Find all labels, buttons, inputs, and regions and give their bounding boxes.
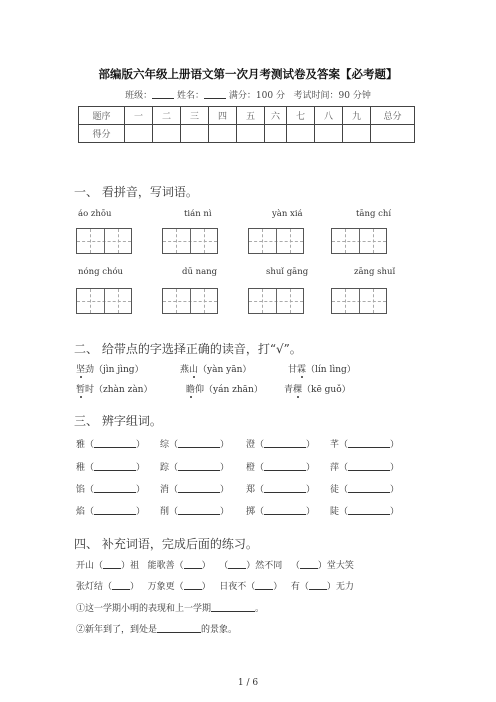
- writing-box[interactable]: [248, 288, 304, 314]
- name-label: 姓名：: [177, 91, 205, 101]
- pinyin-label: dū nang: [182, 267, 218, 277]
- writing-box[interactable]: [162, 228, 218, 254]
- answer-blank[interactable]: [300, 559, 318, 569]
- answer-blank[interactable]: [309, 580, 327, 590]
- answer-blank[interactable]: [348, 438, 390, 448]
- answer-blank[interactable]: [94, 483, 136, 493]
- score-header-cell: 五: [237, 107, 265, 125]
- full-score: 满分：100 分: [228, 91, 285, 101]
- writing-box[interactable]: [76, 228, 132, 254]
- answer-blank[interactable]: [178, 438, 220, 448]
- score-cell[interactable]: [237, 125, 265, 143]
- reading-item: 燕山（yàn yān）: [180, 365, 252, 375]
- answer-blank[interactable]: [264, 483, 306, 493]
- score-header-cell: 一: [125, 107, 153, 125]
- pinyin-label: yàn xiá: [272, 209, 303, 219]
- answer-blank[interactable]: [112, 580, 130, 590]
- score-header-cell: 总分: [371, 107, 415, 125]
- answer-blank[interactable]: [103, 559, 121, 569]
- score-cell[interactable]: [125, 125, 153, 143]
- reading-item: 甘霖（lín lìng）: [288, 365, 356, 375]
- question-1: ①这一学期小明的表现和上一学期 。: [76, 604, 265, 614]
- score-row-label: 得分: [79, 125, 125, 143]
- score-cell[interactable]: [265, 125, 287, 143]
- pinyin-label: áo zhōu: [78, 209, 112, 219]
- pinyin-label: tián nì: [184, 209, 212, 219]
- answer-blank[interactable]: [178, 483, 220, 493]
- score-header-cell: 九: [343, 107, 371, 125]
- reading-item: 坚劲（jìn jìng）: [76, 365, 144, 375]
- score-header-cell: 二: [153, 107, 181, 125]
- writing-box[interactable]: [331, 228, 387, 254]
- class-blank[interactable]: [152, 89, 174, 99]
- score-header-cell: 题序: [79, 107, 125, 125]
- exam-time: 考试时间：90 分钟: [293, 91, 371, 101]
- score-header-cell: 八: [315, 107, 343, 125]
- score-cell[interactable]: [315, 125, 343, 143]
- pinyin-label: nóng chóu: [78, 267, 124, 277]
- reading-item: 瞻仰（yán zhān）: [186, 385, 263, 395]
- exam-info: [0, 88, 496, 101]
- writing-box[interactable]: [162, 288, 218, 314]
- answer-blank[interactable]: [157, 623, 201, 633]
- answer-blank[interactable]: [178, 461, 220, 471]
- pinyin-label: zāng shuǐ: [354, 267, 396, 277]
- page-title: 部编版六年级上册语文第一次月考测试卷及答案【必考题】: [98, 67, 398, 81]
- answer-blank[interactable]: [348, 461, 390, 471]
- section-2-heading: 二、 给带点的字选择正确的读音，打“√”。: [74, 342, 302, 356]
- answer-blank[interactable]: [348, 505, 390, 515]
- answer-blank[interactable]: [178, 505, 220, 515]
- reading-item: 青稞（kē guǒ）: [284, 385, 351, 395]
- writing-box[interactable]: [76, 288, 132, 314]
- score-cell[interactable]: [153, 125, 181, 143]
- pinyin-label: shuǐ gāng: [266, 267, 309, 277]
- score-cell[interactable]: [371, 125, 415, 143]
- answer-blank[interactable]: [348, 483, 390, 493]
- section-1-heading: 一、 看拼音，写词语。: [74, 185, 198, 199]
- answer-blank[interactable]: [264, 461, 306, 471]
- score-table-score-row: [79, 125, 415, 143]
- idiom-line: 开山（ ）祖 能歌善（ ） （ ）然不同 （ ）堂大笑: [76, 561, 354, 571]
- answer-blank[interactable]: [264, 505, 306, 515]
- answer-blank[interactable]: [228, 559, 246, 569]
- score-table: [78, 106, 415, 143]
- answer-blank[interactable]: [255, 580, 273, 590]
- idiom-line: 张灯结（ ） 万象更（ ） 日夜不（ ） 有（ ）无力: [76, 582, 354, 592]
- answer-blank[interactable]: [184, 580, 202, 590]
- answer-blank[interactable]: [94, 461, 136, 471]
- score-table-header-row: [79, 107, 415, 125]
- page-number: 1 / 6: [237, 678, 259, 688]
- score-cell[interactable]: [181, 125, 209, 143]
- score-header-cell: 六: [265, 107, 287, 125]
- name-blank[interactable]: [204, 89, 226, 99]
- writing-box[interactable]: [248, 228, 304, 254]
- section-3-heading: 三、 辨字组词。: [74, 414, 162, 428]
- section-4-heading: 四、 补充词语，完成后面的练习。: [74, 537, 258, 551]
- answer-blank[interactable]: [211, 602, 255, 612]
- writing-box[interactable]: [331, 288, 387, 314]
- answer-blank[interactable]: [94, 505, 136, 515]
- answer-blank[interactable]: [264, 438, 306, 448]
- answer-blank[interactable]: [94, 438, 136, 448]
- score-cell[interactable]: [343, 125, 371, 143]
- pinyin-label: tāng chí: [356, 209, 392, 219]
- score-header-cell: 三: [181, 107, 209, 125]
- score-header-cell: 七: [287, 107, 315, 125]
- score-cell[interactable]: [287, 125, 315, 143]
- score-cell[interactable]: [209, 125, 237, 143]
- reading-item: 暂时（zhàn zàn）: [76, 385, 153, 395]
- class-label: 班级：: [125, 91, 153, 101]
- answer-blank[interactable]: [184, 559, 202, 569]
- question-2: ②新年到了，到处是 的景象。: [76, 625, 238, 635]
- score-header-cell: 四: [209, 107, 237, 125]
